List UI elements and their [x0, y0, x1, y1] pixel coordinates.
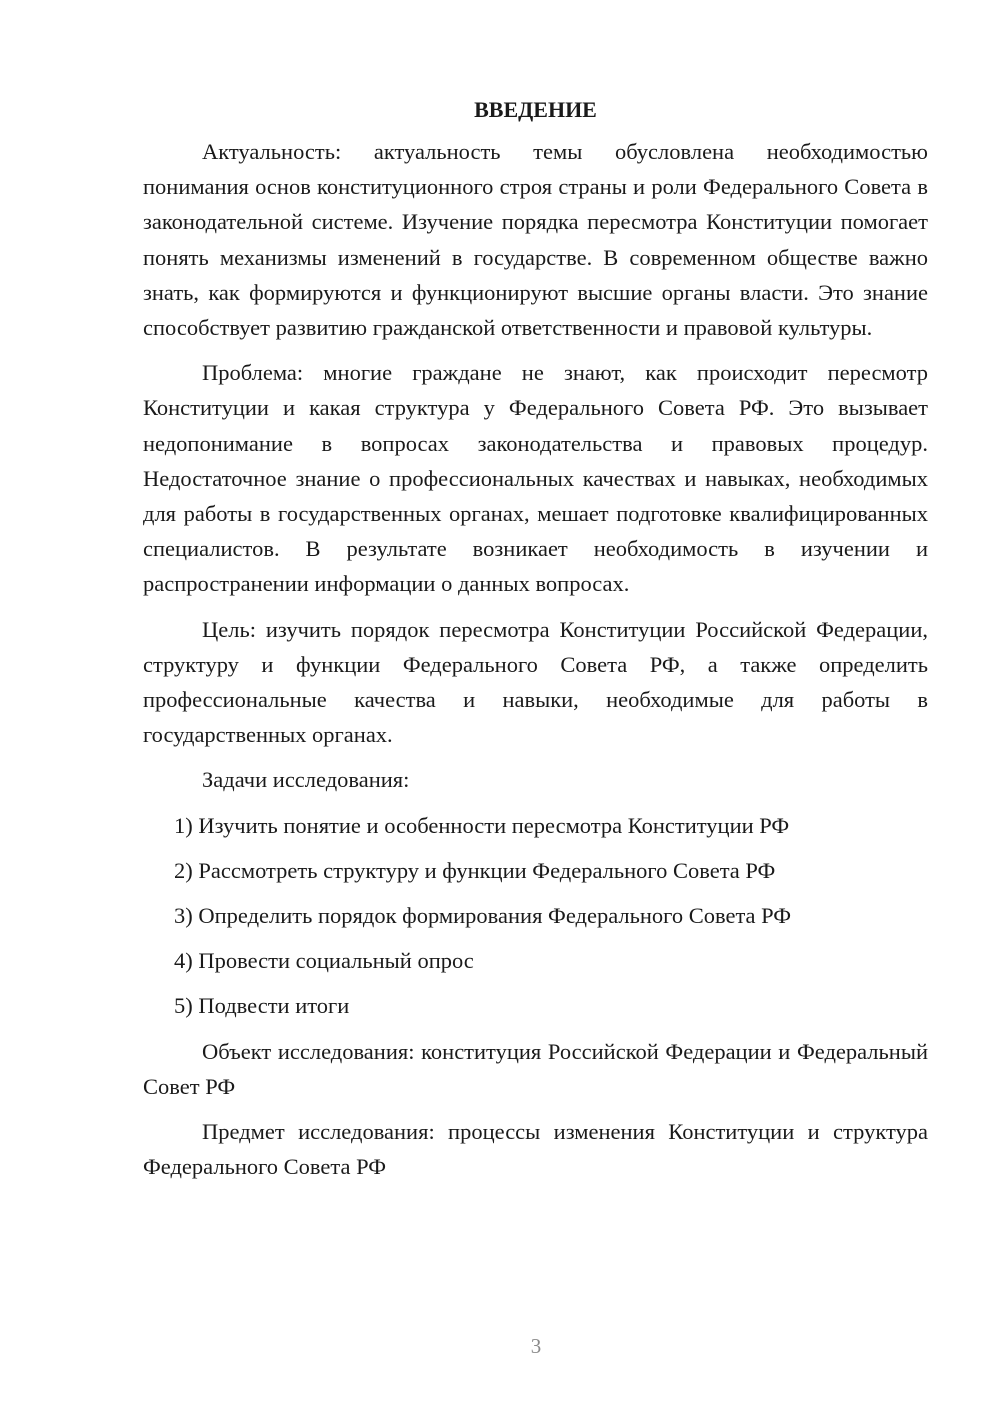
relevance-paragraph: Актуальность: актуальность темы обусловлена необходимостью понимания основ конституционного строя страны и роли Федерального Совета в законодательной системе. Изучение порядка пересмотра Конституции помогает понять механизмы изменений в государстве. В современном обществе важно знать, как формируются и функционируют высшие органы власти. Это знание способствует развитию гражданской ответственности и правовой культуры.: [143, 139, 928, 341]
goal-paragraph: Цель: изучить порядок пересмотра Конституции Российской Федерации, структуру и функции Федерального Совета РФ, а также определить профессиональные качества и навыки, необходимые для работы в государственных органах.: [143, 616, 928, 748]
object-paragraph: Объект исследования: конституция Российской Федерации и Федеральный Совет РФ: [143, 1038, 928, 1099]
page-number: 3: [530, 1334, 542, 1358]
task-item: 1) Изучить понятие и особенности пересмотра Конституции РФ: [174, 812, 790, 838]
page-title: ВВЕДЕНИЕ: [474, 97, 597, 122]
task-item: 5) Подвести итоги: [174, 993, 350, 1019]
task-item: 4) Провести социальный опрос: [174, 948, 474, 974]
tasks-list: [143, 808, 928, 1024]
task-item: 2) Рассмотреть структуру и функции Федерального Совета РФ: [174, 857, 776, 883]
subject-paragraph: Предмет исследования: процессы изменения Конституции и структура Федерального Совета РФ: [143, 1119, 928, 1180]
task-item: 3) Определить порядок формирования Федерального Совета РФ: [174, 903, 792, 929]
document-page: [143, 95, 928, 1194]
problem-paragraph: Проблема: многие граждане не знают, как происходит пересмотр Конституции и какая структура у Федерального Совета РФ. Это вызывает недопонимание в вопросах законодательства и правовых процедур. Недостаточное знание о профессиональных качествах и навыках, необходимых для работы в государственных органах, мешает подготовке квалифицированных специалистов. В результате возникает необходимость в изучении и распространении информации о данных вопросах.: [143, 360, 928, 597]
tasks-heading: Задачи исследования:: [202, 767, 410, 793]
